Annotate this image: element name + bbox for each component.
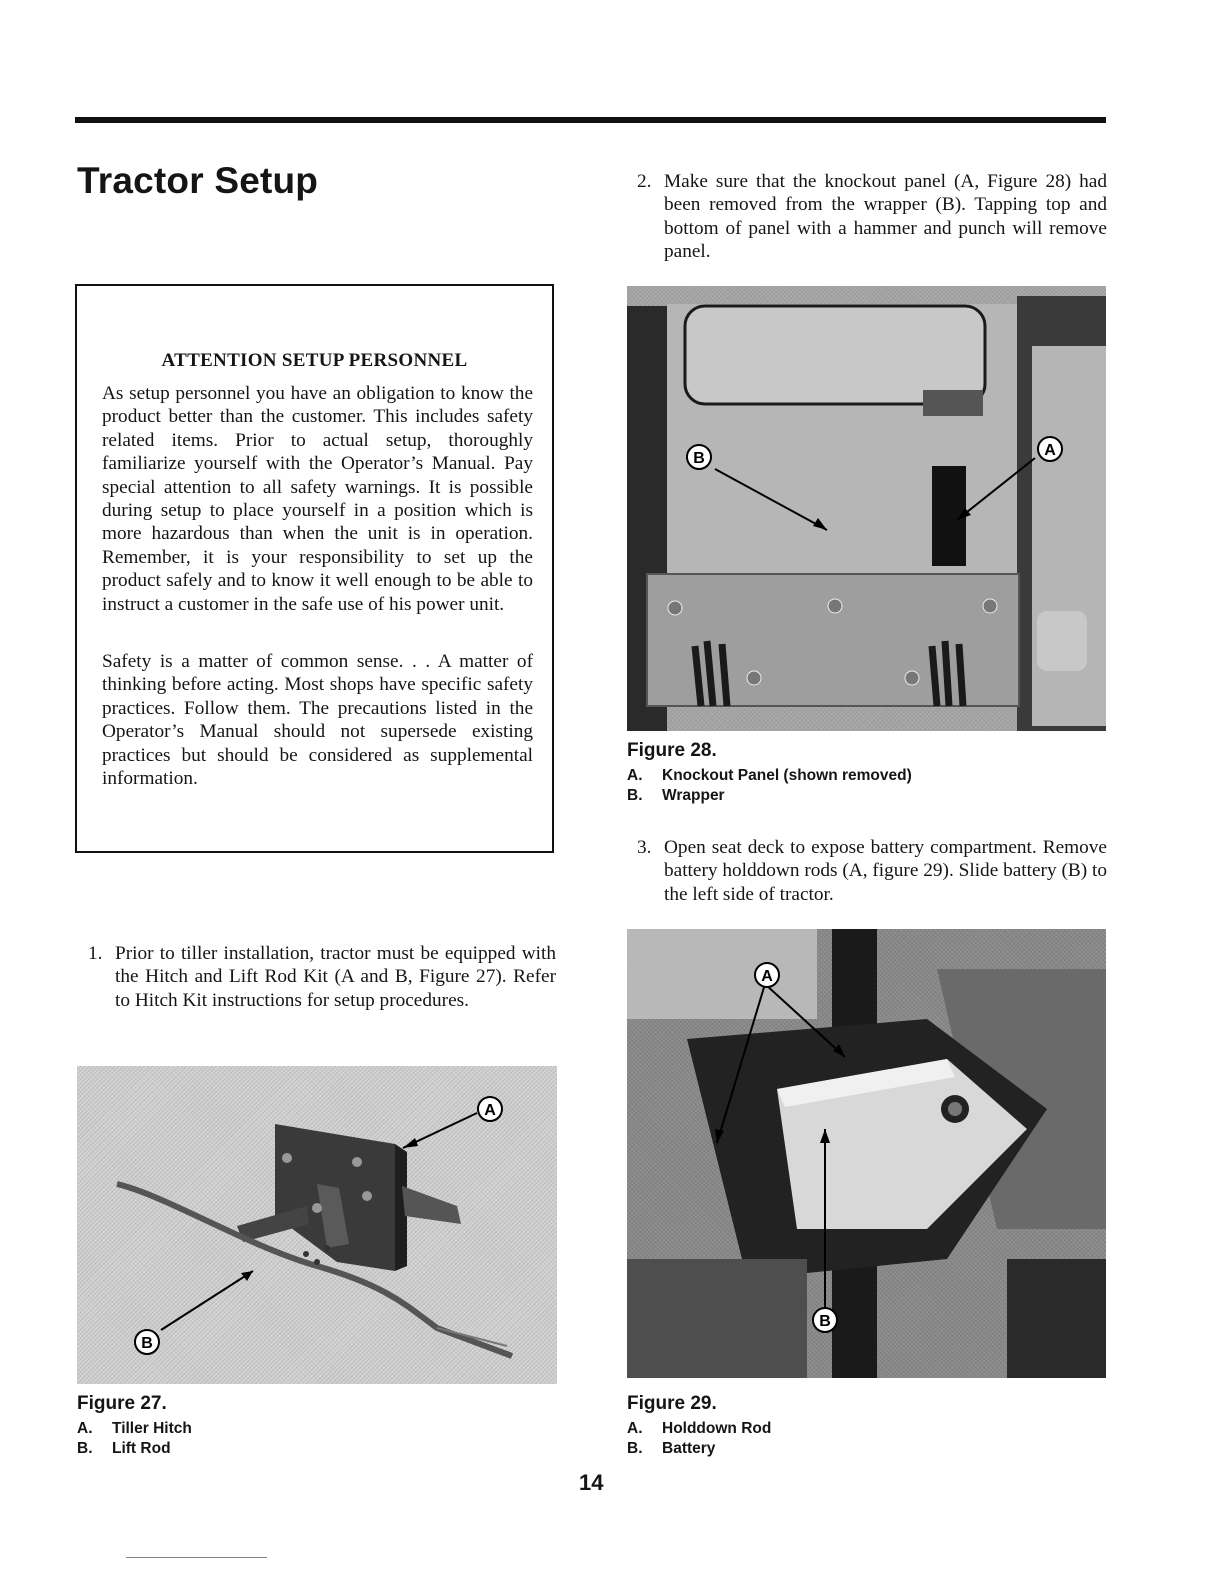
page-number: 14 [579, 1470, 604, 1495]
figure-27-caption [77, 1393, 192, 1459]
callout-a: A [1044, 442, 1056, 459]
step-number: 3. [637, 837, 652, 858]
callout-b: B [819, 1313, 831, 1330]
step-number: 2. [637, 171, 652, 192]
caption-item: B. Lift Rod [77, 1440, 171, 1457]
step-2 [637, 170, 1107, 266]
step-number: 1. [88, 943, 103, 964]
caption-item: A. Holddown Rod [627, 1420, 772, 1437]
callout-b: B [693, 450, 705, 467]
wrapper-opening [685, 306, 985, 404]
attention-box [75, 284, 554, 853]
figure-28-photo [627, 286, 1106, 731]
figure-27-photo [77, 1066, 557, 1384]
step-text: Make sure that the knockout panel (A, Figure 28) had been removed from the wrapper (B). Tapping top and bottom of panel with a hammer and punch will remove panel. [664, 171, 1107, 263]
attention-paragraph-1: As setup personnel you have an obligation to know the product better than the customer. This includes safety related items. Prior to actual setup, thoroughly familiarize yourself with the Operator’s Manual. Pay special attention to all safety warnings. It is possible during setup to place yourself in a position which is more hazardous than when the unit is in operation. Remember, it is your responsibility to set up the product safely and to know it well enough to be able to instruct a customer in the safe use of his power unit. [102, 383, 533, 615]
step-text: Prior to tiller installation, tractor must be equipped with the Hitch and Lift Rod Kit (A and B, Figure 27). Refer to Hitch Kit instructions for setup procedures. [115, 943, 556, 1011]
callout-a: A [484, 1102, 496, 1119]
caption-item: A. Knockout Panel (shown removed) [627, 767, 912, 784]
step-text: Open seat deck to expose battery compartment. Remove battery holddown rods (A, figure 29). Slide battery (B) to the left side of tractor. [664, 837, 1107, 905]
attention-heading: ATTENTION SETUP PERSONNEL [161, 350, 468, 371]
figure-title: Figure 29. [627, 1393, 717, 1414]
caption-item: B. Wrapper [627, 787, 725, 804]
figure-title: Figure 28. [627, 740, 717, 761]
caption-item: B. Battery [627, 1440, 716, 1457]
figure-28-caption [627, 740, 912, 806]
page-title: Tractor Setup [77, 160, 319, 201]
step-1 [88, 942, 556, 1038]
caption-item: A. Tiller Hitch [77, 1420, 192, 1437]
header-rule [75, 117, 1106, 123]
figure-title: Figure 27. [77, 1393, 167, 1414]
figure-29-photo [627, 929, 1106, 1378]
step-3 [637, 836, 1107, 908]
footer-line [126, 1557, 267, 1558]
attention-paragraph-2: Safety is a matter of common sense. . . A matter of thinking before acting. Most shops have specific safety practices. Follow them. The precautions listed in the Operator’s Manual should not supersede existing practices but should be considered as supplemental information. [102, 651, 533, 790]
callout-b: B [141, 1335, 153, 1352]
callout-a: A [761, 968, 773, 985]
figure-29-caption [627, 1393, 771, 1459]
